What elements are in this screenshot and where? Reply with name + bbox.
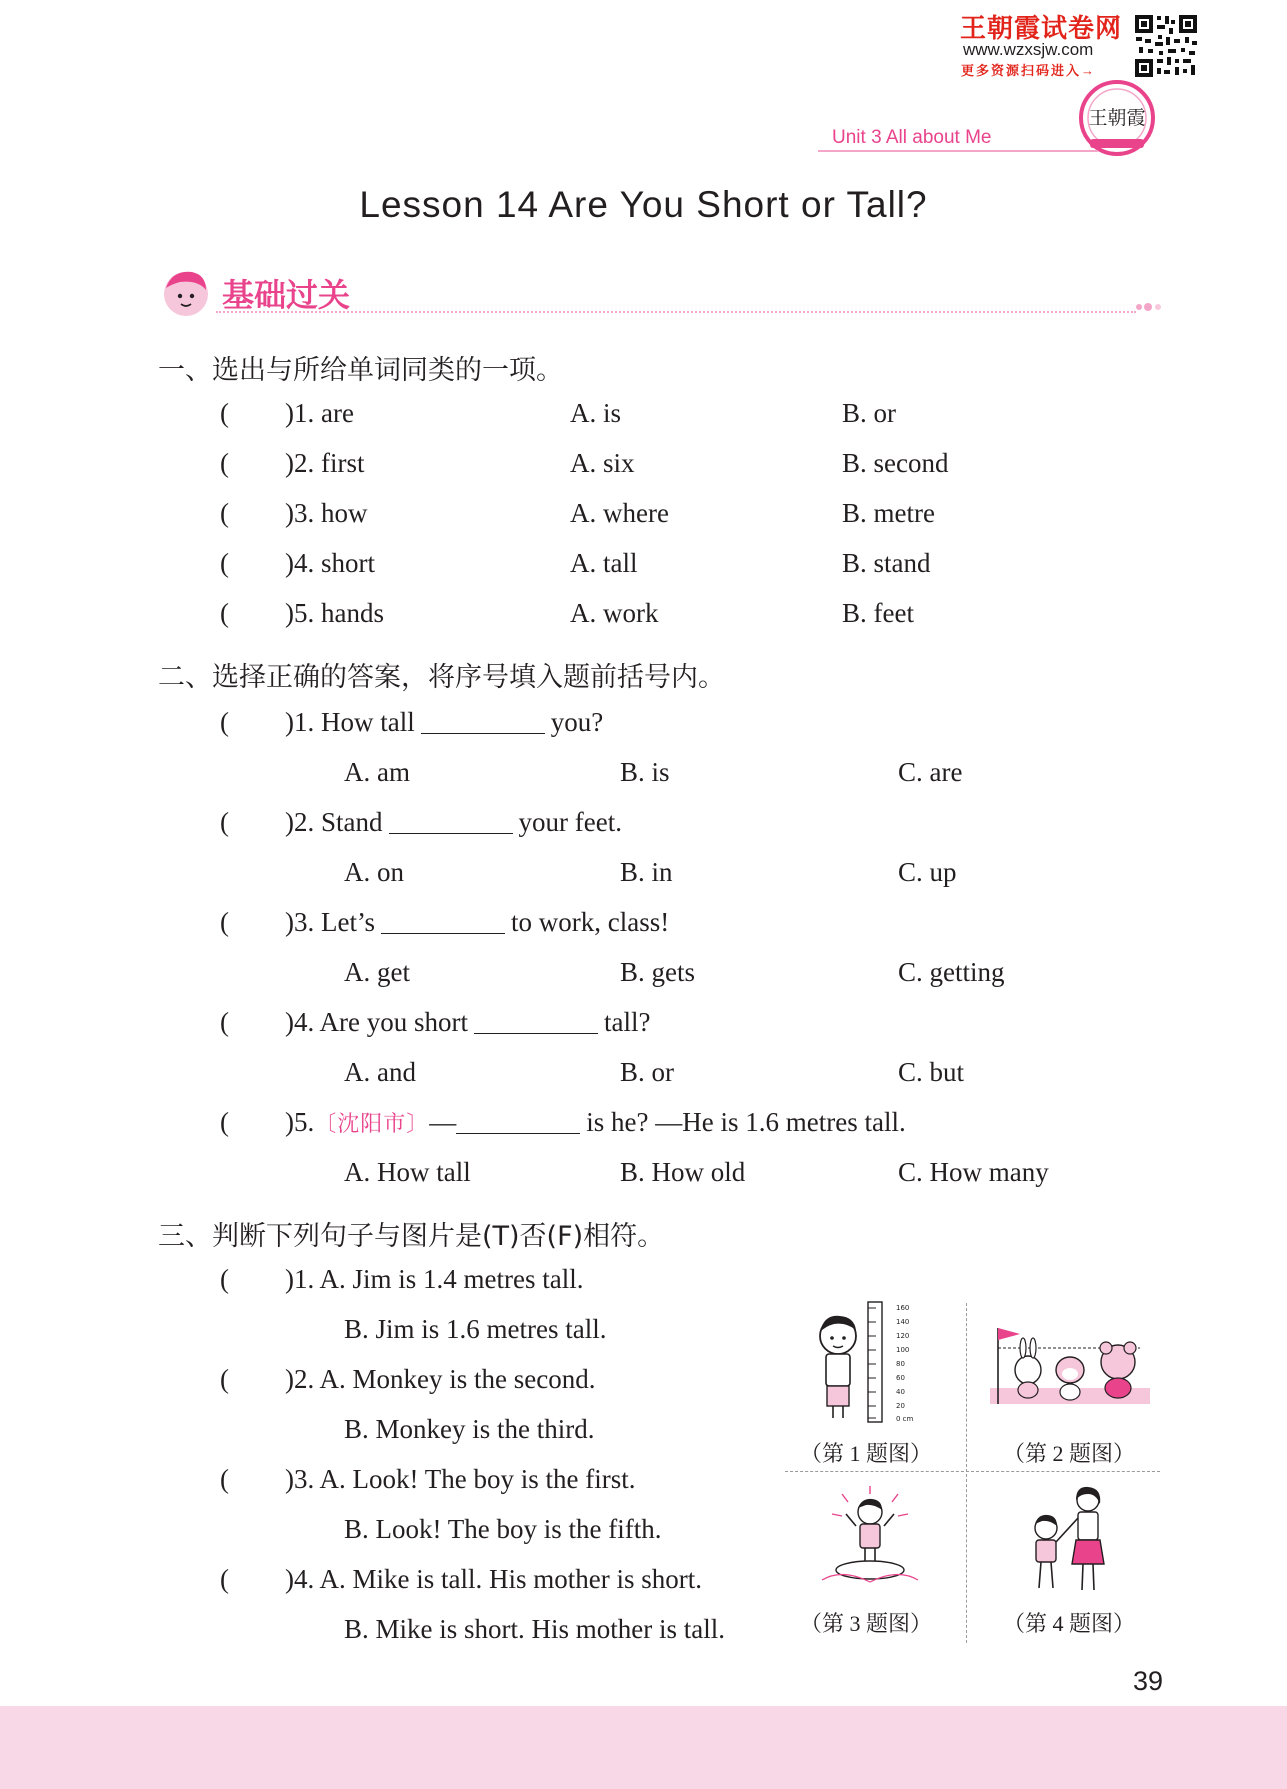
option-b: B. in — [620, 857, 673, 887]
figure-divider-horizontal — [785, 1471, 1160, 1472]
answer-paren-close: ) — [285, 498, 294, 528]
option-c: C. getting — [898, 957, 1005, 987]
option-a: A. work — [570, 598, 659, 628]
girl-face-icon — [158, 266, 210, 318]
option-a: A. and — [344, 1057, 416, 1087]
answer-paren-open[interactable]: ( — [220, 1007, 229, 1037]
figure-3-caption: （第 3 题图） — [800, 1611, 933, 1636]
option-b: B. gets — [620, 957, 696, 987]
part1-item-3 — [220, 497, 368, 529]
fill-in-blank[interactable] — [389, 809, 513, 834]
question-stem: 1. How tall — [294, 707, 415, 737]
part2-item-3 — [220, 906, 669, 938]
footer-band — [0, 1706, 1287, 1789]
option-a: A. How tall — [344, 1157, 471, 1187]
answer-paren-close: ) — [285, 1264, 294, 1294]
question-tail: to work, class! — [511, 907, 670, 937]
part1-item-5 — [220, 597, 384, 629]
option-a: A. tall — [570, 548, 638, 578]
lesson-title: Lesson 14 Are You Short or Tall? — [359, 184, 928, 225]
section-title: 基础过关 — [222, 276, 351, 314]
part3-item-1 — [220, 1263, 584, 1295]
part2-item-4 — [220, 1006, 650, 1038]
question-tail: tall? — [603, 1007, 651, 1037]
brand-name: 王朝霞试卷网 — [960, 13, 1123, 43]
part2-item-2 — [220, 806, 622, 838]
section-divider — [216, 311, 1136, 313]
answer-paren-open[interactable]: ( — [220, 907, 229, 937]
option-c: C. How many — [898, 1157, 1049, 1187]
dialogue-dash: — — [429, 1107, 457, 1137]
option-b: B. is — [620, 757, 670, 787]
ruler-tick-label: 60 — [896, 1374, 905, 1382]
question-stem: 5. — [294, 1107, 315, 1137]
answer-paren-open[interactable]: ( — [220, 498, 229, 528]
ruler-tick-label: 20 — [896, 1402, 905, 1410]
brand-url[interactable]: www.wzxsjw.com — [963, 40, 1094, 59]
answer-paren-open[interactable]: ( — [220, 598, 229, 628]
figure-2-caption: （第 2 题图） — [1003, 1441, 1136, 1466]
answer-paren-open[interactable]: ( — [220, 1464, 229, 1494]
statement-b: B. Jim is 1.6 metres tall. — [344, 1314, 607, 1344]
figure-4-mike-and-mother — [1022, 1484, 1122, 1594]
fill-in-blank[interactable] — [421, 709, 545, 734]
figure-3-boy-on-podium — [812, 1484, 928, 1594]
answer-paren-open[interactable]: ( — [220, 1564, 229, 1594]
option-c: C. up — [898, 857, 957, 887]
part1-item-2 — [220, 447, 365, 479]
section-dots-decoration — [1134, 300, 1164, 314]
statement-b: B. Monkey is the third. — [344, 1414, 595, 1444]
option-b: B. stand — [842, 548, 931, 578]
option-a: A. is — [570, 398, 622, 428]
figure-divider-vertical — [966, 1303, 967, 1643]
qr-code-icon[interactable] — [1133, 13, 1199, 79]
ruler-tick-label: 0 cm — [896, 1415, 914, 1423]
answer-paren-open[interactable]: ( — [220, 448, 229, 478]
answer-paren-close: ) — [285, 1564, 294, 1594]
question-stem: 3. Let’s — [294, 907, 375, 937]
unit-label: Unit 3 All about Me — [832, 127, 992, 148]
statement-b: B. Look! The boy is the fifth. — [344, 1514, 662, 1544]
question-stem: 4. short — [294, 548, 375, 578]
part3-item-3 — [220, 1463, 635, 1495]
option-c: C. are — [898, 757, 963, 787]
answer-paren-close: ) — [285, 1007, 294, 1037]
question-stem: 3. how — [294, 498, 368, 528]
brand-seal-logo — [1078, 79, 1156, 157]
figure-1-caption: （第 1 题图） — [800, 1441, 933, 1466]
answer-paren-open[interactable]: ( — [220, 1364, 229, 1394]
part3-heading: 三、判断下列句子与图片是(T)否(F)相符。 — [158, 1221, 665, 1252]
answer-paren-open[interactable]: ( — [220, 1264, 229, 1294]
unit-underline — [818, 150, 1098, 152]
answer-paren-close: ) — [285, 1464, 294, 1494]
answer-paren-open[interactable]: ( — [220, 807, 229, 837]
answer-paren-open[interactable]: ( — [220, 398, 229, 428]
option-b: B. or — [842, 398, 896, 428]
part3-item-4 — [220, 1563, 702, 1595]
part2-item-5 — [220, 1106, 906, 1140]
ruler-tick-label: 100 — [896, 1346, 910, 1354]
answer-paren-close: ) — [285, 1107, 294, 1137]
brand-more-text: 更多资源扫码进入→ — [961, 63, 1097, 78]
part3-item-2 — [220, 1363, 595, 1395]
question-number: 2. — [294, 1364, 315, 1394]
answer-paren-close: ) — [285, 548, 294, 578]
answer-paren-close: ) — [285, 907, 294, 937]
question-stem: 2. Stand — [294, 807, 383, 837]
part1-heading: 一、选出与所给单词同类的一项。 — [158, 355, 563, 386]
option-c: C. but — [898, 1057, 965, 1087]
question-tail: you? — [550, 707, 604, 737]
option-a: A. six — [570, 448, 635, 478]
question-number: 4. — [294, 1564, 315, 1594]
answer-paren-close: ) — [285, 448, 294, 478]
part1-item-4 — [220, 547, 375, 579]
answer-paren-close: ) — [285, 398, 294, 428]
figure-1-boy-height-ruler — [808, 1300, 958, 1425]
fill-in-blank[interactable] — [474, 1009, 598, 1034]
part1-item-1 — [220, 397, 354, 429]
ruler-tick-label: 160 — [896, 1304, 910, 1312]
seal-text: 王朝霞 — [1088, 107, 1146, 129]
answer-paren-open[interactable]: ( — [220, 707, 229, 737]
answer-paren-close: ) — [285, 1364, 294, 1394]
statement-a: A. Mike is tall. His mother is short. — [319, 1564, 702, 1594]
fill-in-blank[interactable] — [381, 909, 505, 934]
figure-2-animal-race — [990, 1318, 1150, 1410]
option-b: B. How old — [620, 1157, 746, 1187]
question-stem: 4. Are you short — [294, 1007, 468, 1037]
option-b: B. second — [842, 448, 949, 478]
option-a: A. where — [570, 498, 669, 528]
statement-b: B. Mike is short. His mother is tall. — [344, 1614, 725, 1644]
question-stem: 2. first — [294, 448, 365, 478]
answer-paren-close: ) — [285, 707, 294, 737]
statement-a: A. Look! The boy is the first. — [319, 1464, 636, 1494]
answer-paren-close: ) — [285, 807, 294, 837]
option-a: A. on — [344, 857, 404, 887]
ruler-tick-label: 120 — [896, 1332, 910, 1340]
answer-paren-close: ) — [285, 598, 294, 628]
question-stem: 1. are — [294, 398, 354, 428]
question-tail: is he? —He is 1.6 metres tall. — [586, 1107, 906, 1137]
question-number: 1. — [294, 1264, 315, 1294]
answer-paren-open[interactable]: ( — [220, 548, 229, 578]
option-b: B. metre — [842, 498, 935, 528]
option-a: A. get — [344, 957, 410, 987]
source-city-tag: 〔沈阳市〕 — [314, 1111, 430, 1136]
option-b: B. or — [620, 1057, 674, 1087]
answer-paren-open[interactable]: ( — [220, 1107, 229, 1137]
part2-heading: 二、选择正确的答案，将序号填入题前括号内。 — [158, 662, 725, 693]
fill-in-blank[interactable] — [456, 1109, 580, 1134]
ruler-tick-label: 80 — [896, 1360, 905, 1368]
question-tail: your feet. — [518, 807, 622, 837]
figure-4-caption: （第 4 题图） — [1003, 1611, 1136, 1636]
option-a: A. am — [344, 757, 410, 787]
option-b: B. feet — [842, 598, 914, 628]
part2-item-1 — [220, 706, 603, 738]
statement-a: A. Jim is 1.4 metres tall. — [319, 1264, 584, 1294]
statement-a: A. Monkey is the second. — [319, 1364, 596, 1394]
ruler-tick-label: 40 — [896, 1388, 905, 1396]
ruler-tick-label: 140 — [896, 1318, 910, 1326]
question-stem: 5. hands — [294, 598, 384, 628]
page-number: 39 — [1133, 1666, 1164, 1696]
question-number: 3. — [294, 1464, 315, 1494]
